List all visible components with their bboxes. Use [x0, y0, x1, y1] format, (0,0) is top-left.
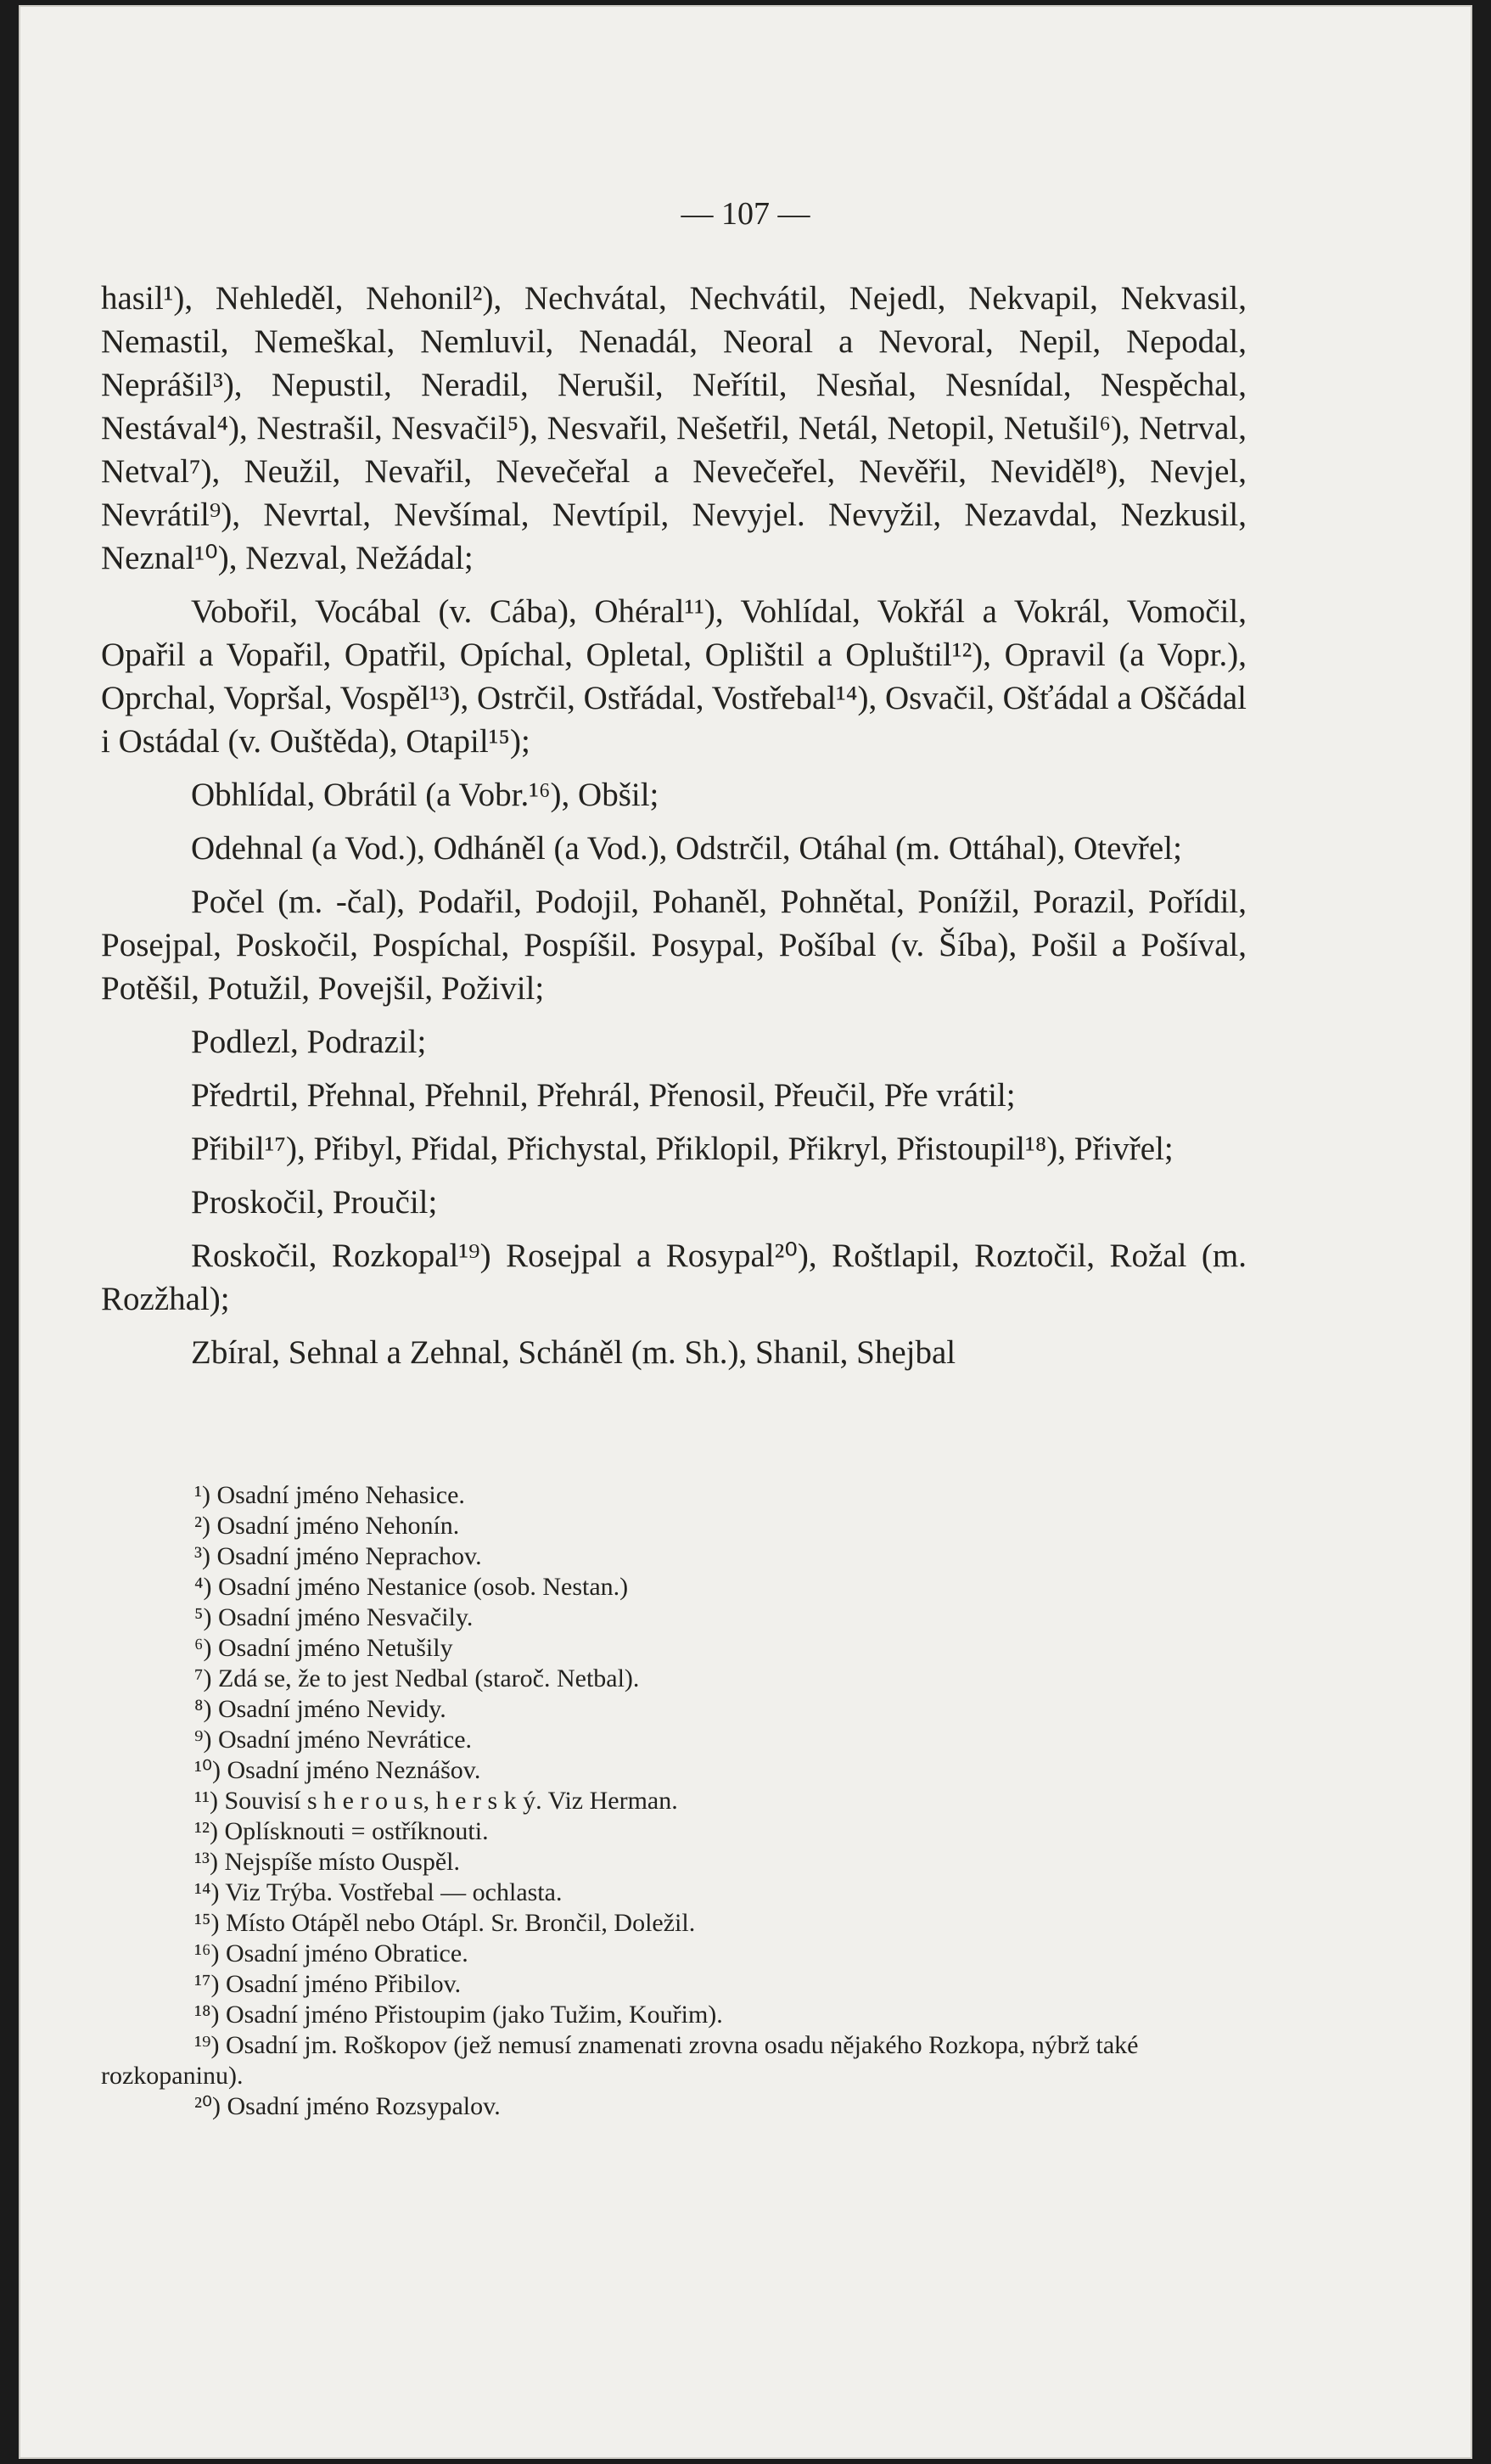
paragraph: Podlezl, Podrazil;	[191, 1024, 427, 1060]
footnote: ¹⁵) Místo Otápěl nebo Otápl. Sr. Brončil, Doležil.	[194, 1909, 696, 1937]
footnote: ⁴) Osadní jméno Nestanice (osob. Nestan.)	[194, 1573, 629, 1601]
footnote: ³) Osadní jméno Neprachov.	[194, 1542, 482, 1570]
footnote: ¹) Osadní jméno Nehasice.	[194, 1481, 465, 1509]
paragraph: Zbíral, Sehnal a Zehnal, Scháněl (m. Sh.), Shanil, Shejbal	[191, 1334, 956, 1371]
footnote: ²) Osadní jméno Nehonín.	[194, 1512, 460, 1540]
footnote: ¹⁸) Osadní jméno Přistoupim (jako Tužim, Kouřim).	[194, 2001, 723, 2029]
paragraph: Proskočil, Proučil;	[191, 1184, 438, 1221]
footnote: ¹⁰) Osadní jméno Neznášov.	[194, 1756, 481, 1784]
footnote: ⁹) Osadní jméno Nevrátice.	[194, 1726, 473, 1754]
paragraph: Odehnal (a Vod.), Odháněl (a Vod.), Odstrčil, Otáhal (m. Ottáhal), Otevřel;	[191, 830, 1182, 867]
footnote: ²⁰) Osadní jméno Rozsypalov.	[194, 2092, 501, 2120]
footnote: ¹⁶) Osadní jméno Obratice.	[194, 1939, 468, 1967]
footnote: ¹⁷) Osadní jméno Přibilov.	[194, 1970, 462, 1998]
footnote: ¹⁴) Viz Trýba. Vostřebal — ochlasta.	[194, 1878, 563, 1906]
footnote: ⁶) Osadní jméno Netušily	[194, 1634, 453, 1662]
footnotes	[101, 1480, 1247, 2122]
footnote: ⁵) Osadní jméno Nesvačily.	[194, 1603, 474, 1631]
paragraph: Roskočil, Rozkopal¹⁹) Rosejpal a Rosypal²⁰), Roštlapil, Roztočil, Rožal (m. Rozžhal);	[101, 1238, 1247, 1317]
paragraph: Počel (m. -čal), Podařil, Podojil, Pohaněl, Pohnětal, Ponížil, Porazil, Pořídil, Posejpal, Poskočil, Pospíchal, Pospíšil. Posypal, Pošíbal (v. Šíba), Pošil a Pošíval, Potěšil, Potužil, Povejšil, Poživil;	[101, 884, 1247, 1007]
paragraph: hasil¹), Nehleděl, Nehonil²), Nechvátal, Nechvátil, Nejedl, Nekvapil, Nekvasil, Nemastil, Nemeškal, Nemluvil, Nenadál, Neoral a Nevoral, Nepil, Nepodal, Neprášil³), Nepustil, Neradil, Nerušil, Neřítil, Nesňal, Nesnídal, Nespěchal, Nestával⁴), Nestrašil, Nesvačil⁵), Nesvařil, Nešetřil, Netál, Netopil, Netušil⁶), Netrval, Netval⁷), Neužil, Nevařil, Nevečeřal a Nevečeřel, Nevěřil, Neviděl⁸), Nevjel, Nevrátil⁹), Nevrtal, Nevšímal, Nevtípil, Nevyjel. Nevyžil, Nezavdal, Nezkusil, Neznal¹⁰), Nezval, Nežádal;	[101, 280, 1247, 576]
footnote: ¹³) Nejspíše místo Ouspěl.	[194, 1848, 460, 1876]
main-text	[101, 277, 1247, 1384]
paragraph: Přibil¹⁷), Přibyl, Přidal, Přichystal, Přiklopil, Přikryl, Přistoupil¹⁸), Přivřel;	[191, 1131, 1174, 1167]
paragraph: Vobořil, Vocábal (v. Cába), Ohéral¹¹), Vohlídal, Vokřál a Vokrál, Vomočil, Opařil a Vopařil, Opatřil, Opíchal, Opletal, Oplištil a Opluštil¹²), Opravil (a Vopr.), Oprchal, Vopršal, Vospěl¹³), Ostrčil, Ostřádal, Vostřebal¹⁴), Osvačil, Ošťádal a Oščádal i Ostádal (v. Ouštěda), Otapil¹⁵);	[101, 593, 1247, 760]
footnote: ¹¹) Souvisí s h e r o u s, h e r s k ý. Viz Herman.	[194, 1787, 678, 1815]
footnote: ¹⁹) Osadní jm. Roškopov (jež nemusí znamenati zrovna osadu nějakého Rozkopa, nýbrž také rozkopaninu).	[101, 2031, 1139, 2090]
footnote: ⁷) Zdá se, že to jest Nedbal (staroč. Netbal).	[194, 1664, 640, 1692]
paragraph: Předrtil, Přehnal, Přehnil, Přehrál, Přenosil, Přeučil, Pře vrátil;	[191, 1077, 1016, 1114]
paragraph: Obhlídal, Obrátil (a Vobr.¹⁶), Obšil;	[191, 777, 659, 813]
page-number: — 107 —	[681, 196, 810, 232]
footnote: ¹²) Oplísknouti = ostříknouti.	[194, 1817, 489, 1845]
book-page	[19, 5, 1472, 2459]
footnote: ⁸) Osadní jméno Nevidy.	[194, 1695, 446, 1723]
